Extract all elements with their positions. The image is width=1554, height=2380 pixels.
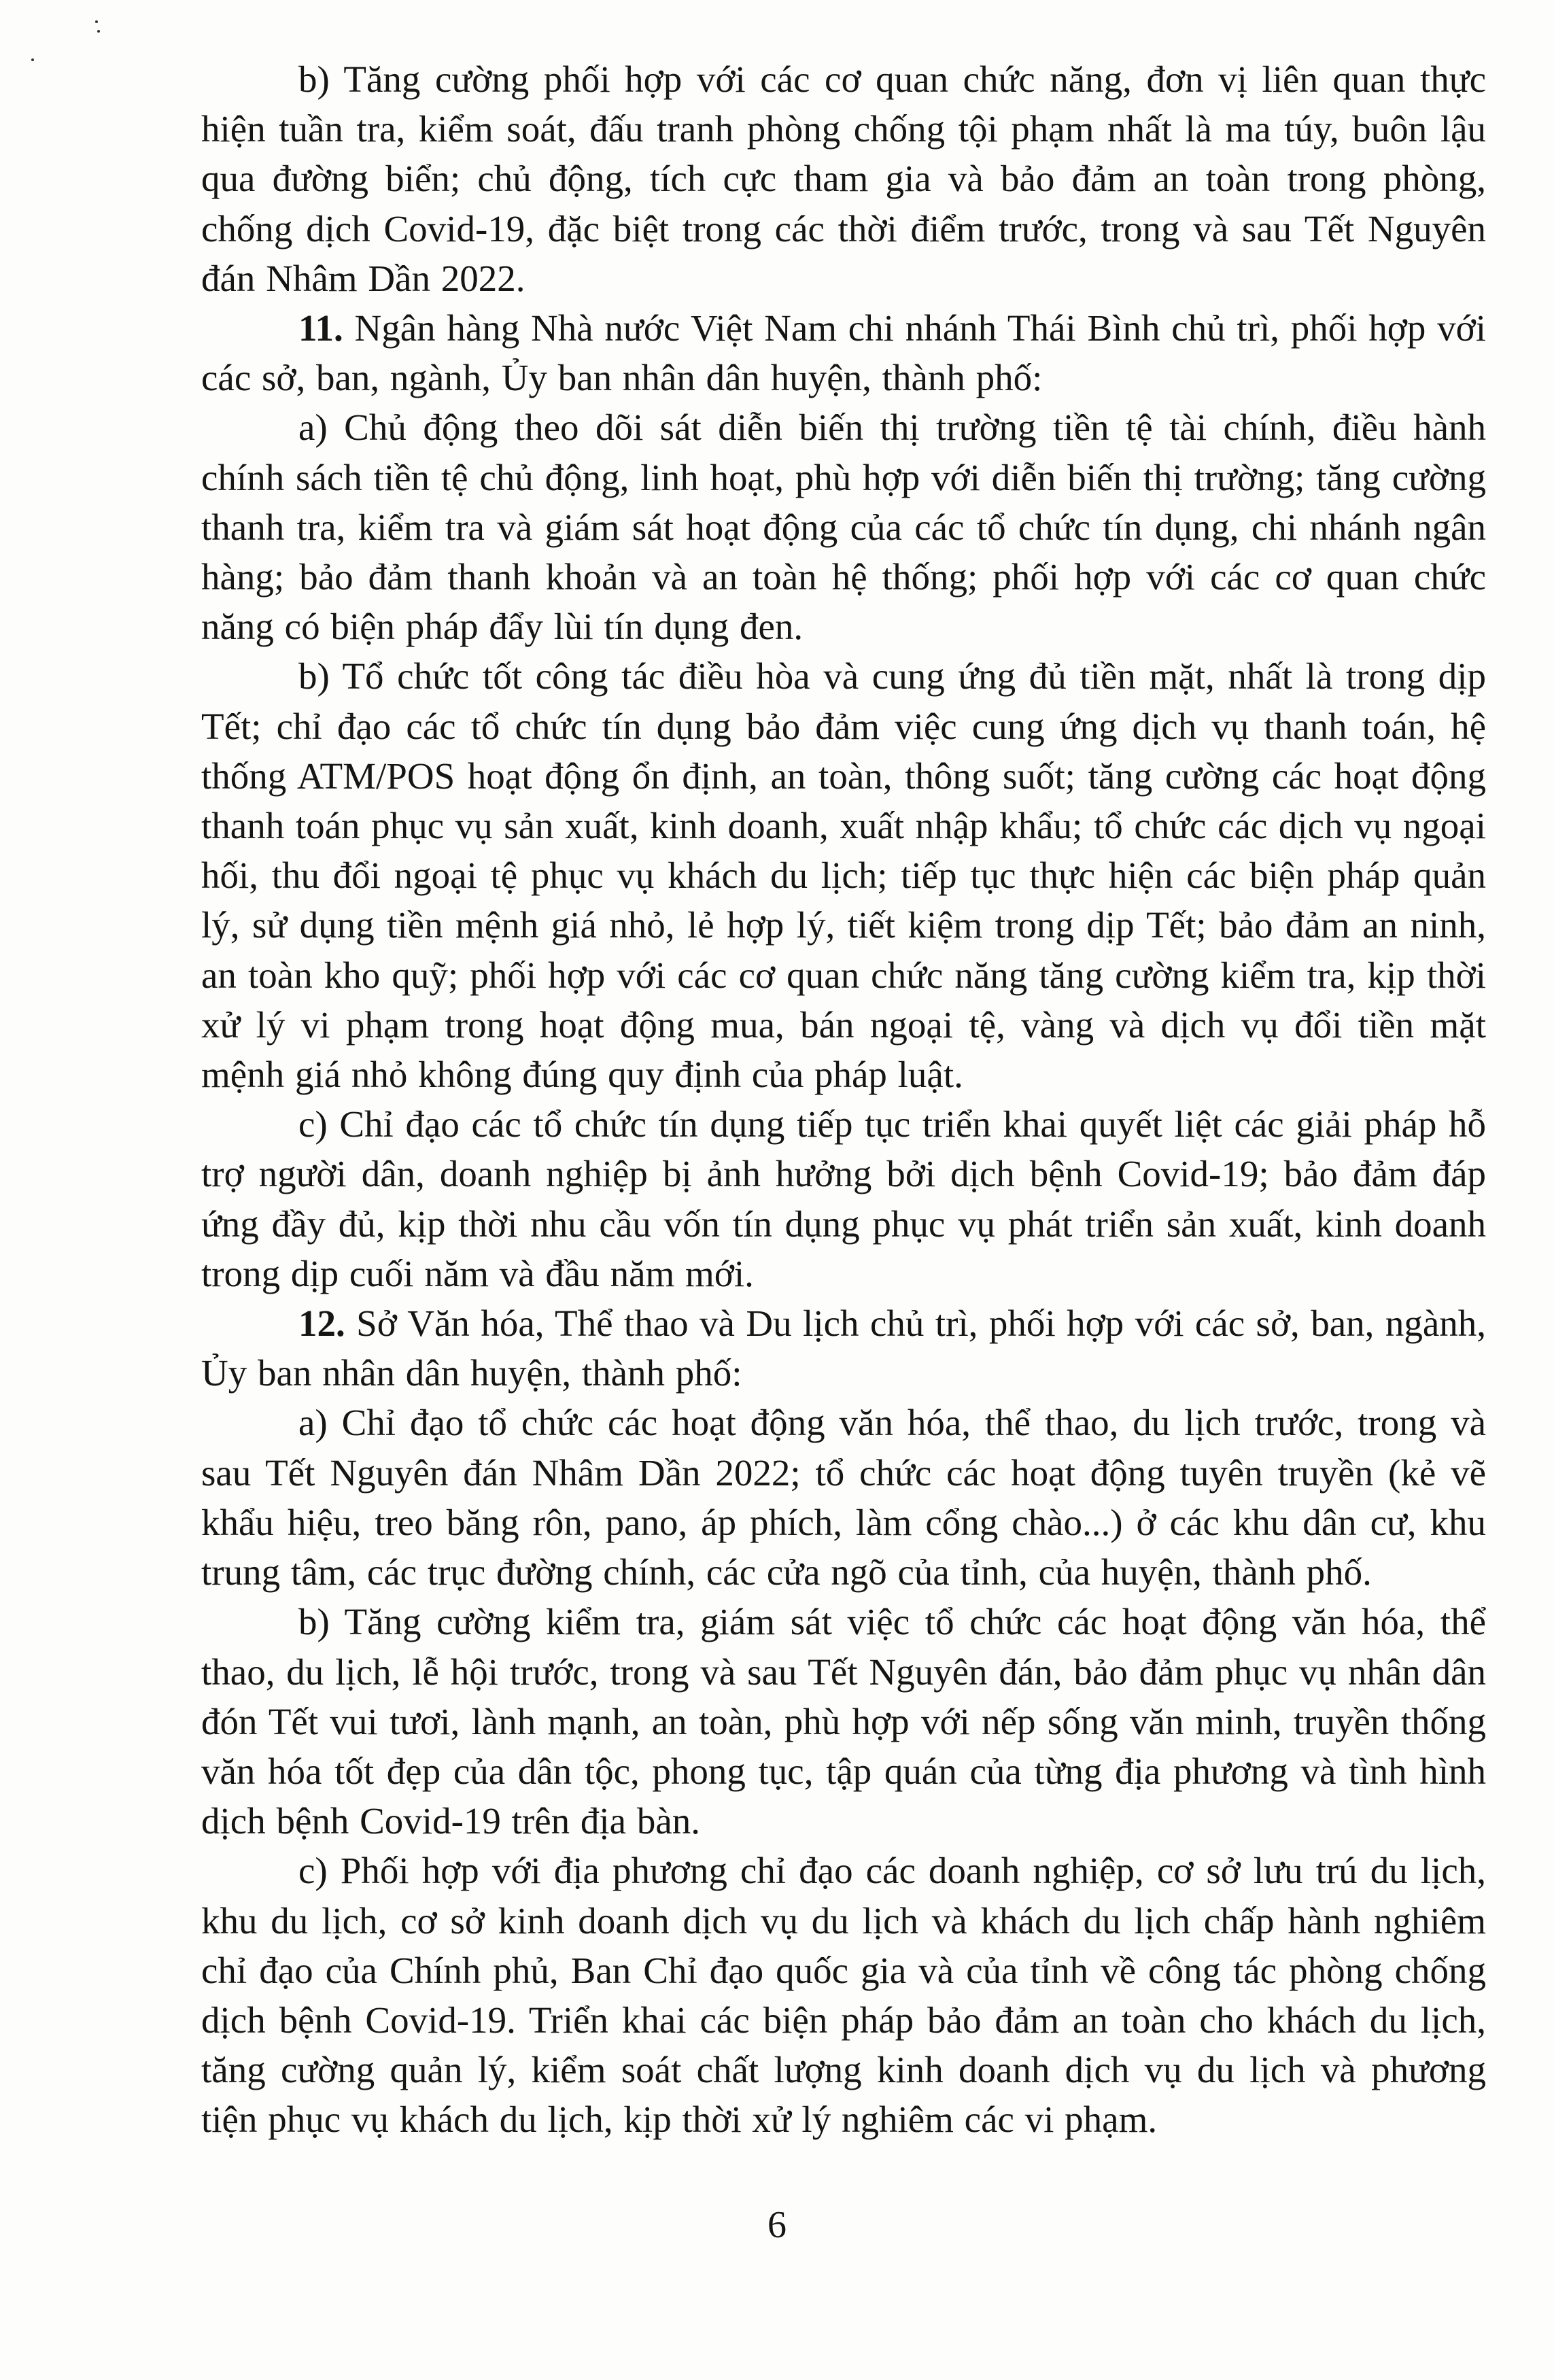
paragraph-text: b) Tăng cường kiểm tra, giám sát việc tổ chức các hoạt động văn hóa, thể thao, du lịch, lễ hội trước, trong và sau Tết Nguyên đán, bảo đảm phục vụ nhân dân đón Tết vui tươi, lành mạnh, an toàn, phù hợp với nếp sống văn minh, truyền thống văn hóa tốt đẹp của dân tộc, phong tục, tập quán của từng địa phương và tình hình dịch bệnh Covid-19 trên địa bàn. <box>201 1601 1486 1842</box>
scan-speck <box>97 30 100 33</box>
document-body <box>201 54 1486 2145</box>
scan-speck <box>31 58 34 61</box>
paragraph-text: Sở Văn hóa, Thể thao và Du lịch chủ trì, phối hợp với các sở, ban, ngành, Ủy ban nhân dân huyện, thành phố: <box>201 1303 1486 1394</box>
paragraph <box>201 1398 1486 1597</box>
section-number: 11. <box>298 307 343 349</box>
paragraph <box>201 1597 1486 1846</box>
paragraph-text: Ngân hàng Nhà nước Việt Nam chi nhánh Thái Bình chủ trì, phối hợp với các sở, ban, ngành, Ủy ban nhân dân huyện, thành phố: <box>201 307 1486 399</box>
paragraph-text: b) Tổ chức tốt công tác điều hòa và cung ứng đủ tiền mặt, nhất là trong dịp Tết; chỉ đạo các tổ chức tín dụng bảo đảm việc cung ứng dịch vụ thanh toán, hệ thống ATM/POS hoạt động ổn định, an toàn, thông suốt; tăng cường các hoạt động thanh toán phục vụ sản xuất, kinh doanh, xuất nhập khẩu; tổ chức các dịch vụ ngoại hối, thu đổi ngoại tệ phục vụ khách du lịch; tiếp tục thực hiện các biện pháp quản lý, sử dụng tiền mệnh giá nhỏ, lẻ hợp lý, tiết kiệm trong dịp Tết; bảo đảm an ninh, an toàn kho quỹ; phối hợp với các cơ quan chức năng tăng cường kiểm tra, kịp thời xử lý vi phạm trong hoạt động mua, bán ngoại tệ, vàng và dịch vụ đổi tiền mặt mệnh giá nhỏ không đúng quy định của pháp luật. <box>201 655 1486 1096</box>
paragraph <box>201 651 1486 1099</box>
page-number: 6 <box>767 2204 787 2246</box>
paragraph <box>201 402 1486 651</box>
paragraph-text: c) Chỉ đạo các tổ chức tín dụng tiếp tục triển khai quyết liệt các giải pháp hỗ trợ người dân, doanh nghiệp bị ảnh hưởng bởi dịch bệnh Covid-19; bảo đảm đáp ứng đầy đủ, kịp thời nhu cầu vốn tín dụng phục vụ phát triển sản xuất, kinh doanh trong dịp cuối năm và đầu năm mới. <box>201 1103 1486 1294</box>
paragraph <box>201 1846 1486 2144</box>
paragraph <box>201 54 1486 303</box>
paragraph <box>201 1298 1486 1398</box>
paragraph <box>201 1099 1486 1298</box>
paragraph-text: c) Phối hợp với địa phương chỉ đạo các doanh nghiệp, cơ sở lưu trú du lịch, khu du lịch, cơ sở kinh doanh dịch vụ du lịch và khách du lịch chấp hành nghiêm chỉ đạo của Chính phủ, Ban Chỉ đạo quốc gia và của tỉnh về công tác phòng chống dịch bệnh Covid-19. Triển khai các biện pháp bảo đảm an toàn cho khách du lịch, tăng cường quản lý, kiểm soát chất lượng kinh doanh dịch vụ du lịch và phương tiện phục vụ khách du lịch, kịp thời xử lý nghiêm các vi phạm. <box>201 1850 1486 2141</box>
section-number: 12. <box>298 1303 345 1345</box>
scan-speck <box>95 20 98 23</box>
paragraph-text: b) Tăng cường phối hợp với các cơ quan chức năng, đơn vị liên quan thực hiện tuần tra, kiểm soát, đấu tranh phòng chống tội phạm nhất là ma túy, buôn lậu qua đường biển; chủ động, tích cực tham gia và bảo đảm an toàn trong phòng, chống dịch Covid-19, đặc biệt trong các thời điểm trước, trong và sau Tết Nguyên đán Nhâm Dần 2022. <box>201 58 1486 299</box>
paragraph <box>201 303 1486 402</box>
paragraph-text: a) Chủ động theo dõi sát diễn biến thị trường tiền tệ tài chính, điều hành chính sách tiền tệ chủ động, linh hoạt, phù hợp với diễn biến thị trường; tăng cường thanh tra, kiểm tra và giám sát hoạt động của các tổ chức tín dụng, chi nhánh ngân hàng; bảo đảm thanh khoản và an toàn hệ thống; phối hợp với các cơ quan chức năng có biện pháp đẩy lùi tín dụng đen. <box>201 407 1486 648</box>
paragraph-text: a) Chỉ đạo tổ chức các hoạt động văn hóa, thể thao, du lịch trước, trong và sau Tết Nguyên đán Nhâm Dần 2022; tổ chức các hoạt động tuyên truyền (kẻ vẽ khẩu hiệu, treo băng rôn, pano, áp phích, làm cổng chào...) ở các khu dân cư, khu trung tâm, các trục đường chính, các cửa ngõ của tỉnh, của huyện, thành phố. <box>201 1402 1486 1593</box>
